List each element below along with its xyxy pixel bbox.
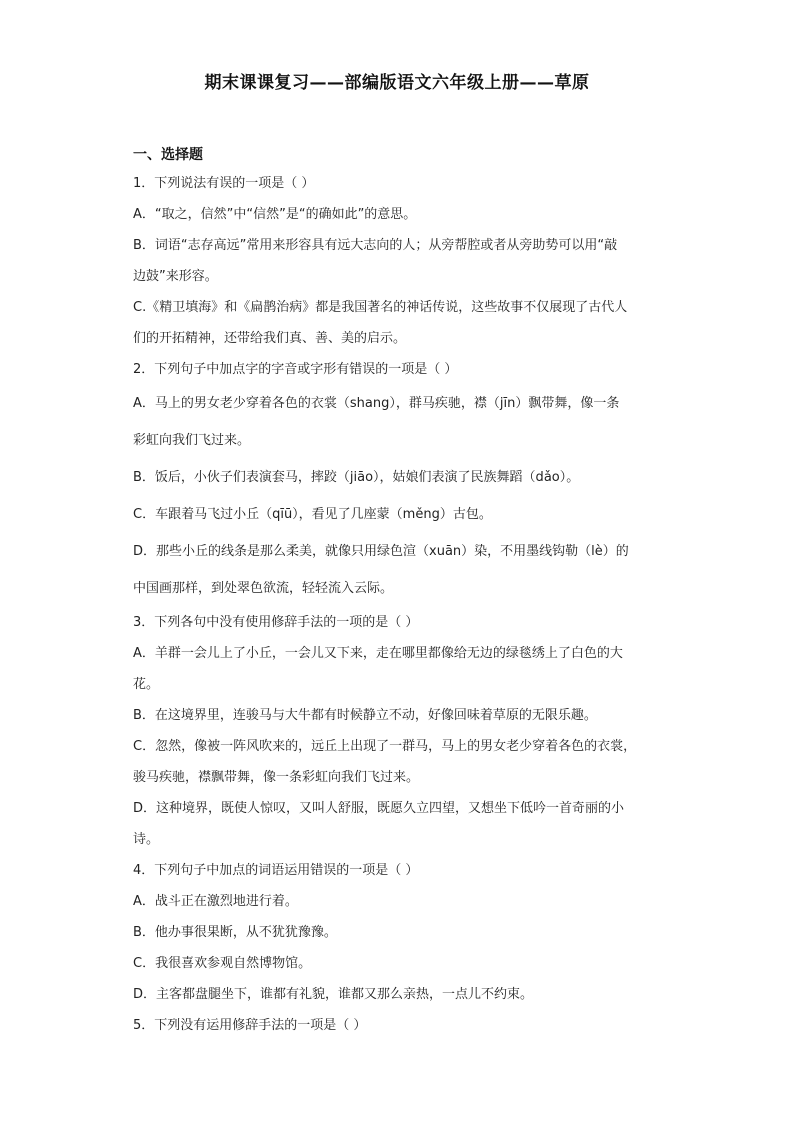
question-3: 3．下列各句中没有使用修辞手法的一项的是（ ） bbox=[133, 615, 419, 630]
option-2d-line1: D．那些小丘的线条是那么柔美，就像只用绿色渲（xuān）染，不用墨线钩勒（lè）的 bbox=[133, 544, 629, 559]
question-1: 1．下列说法有误的一项是（ ） bbox=[133, 176, 315, 191]
question-content bbox=[133, 146, 668, 1041]
option-2d-line2: 中国画那样，到处翠色欲流，轻轻流入云际。 bbox=[133, 581, 394, 596]
option-3d-line1: D．这种境界，既使人惊叹，又叫人舒服，既愿久立四望，又想坐下低吟一首奇丽的小 bbox=[133, 801, 625, 816]
option-1c-line1: C.《精卫填海》和《扁鹊治病》都是我国著名的神话传说，这些故事不仅展现了古代人 bbox=[133, 300, 628, 315]
option-1b-line2: 边鼓”来形容。 bbox=[133, 269, 218, 284]
option-1c-line2: 们的开拓精神，还带给我们真、善、美的启示。 bbox=[133, 331, 407, 346]
option-3a-line2: 花。 bbox=[133, 677, 160, 692]
question-4: 4．下列句子中加点的词语运用错误的一项是（ ） bbox=[133, 863, 419, 878]
option-4b: B．他办事很果断，从不犹犹豫豫。 bbox=[133, 925, 337, 940]
option-2a-line2: 彩虹向我们飞过来。 bbox=[133, 433, 251, 448]
option-3a-line1: A．羊群一会儿上了小丘，一会儿又下来，走在哪里都像给无边的绿毯绣上了白色的大 bbox=[133, 646, 623, 661]
option-2c: C．车跟着马飞过小丘（qīū），看见了几座蒙（měng）古包。 bbox=[133, 507, 492, 522]
page-title: 期末课课复习——部编版语文六年级上册——草原 bbox=[204, 73, 590, 93]
option-3c-line1: C．忽然，像被一阵风吹来的，远丘上出现了一群马，马上的男女老少穿着各色的衣裳， bbox=[133, 739, 637, 754]
option-3b: B．在这境界里，连骏马与大牛都有时候静立不动，好像回味着草原的无限乐趣。 bbox=[133, 708, 597, 723]
option-3c-line2: 骏马疾驰，襟飘带舞，像一条彩虹向我们飞过来。 bbox=[133, 770, 420, 785]
option-2b: B．饭后，小伙子们表演套马，摔跤（jiāo），姑娘们表演了民族舞蹈（dǎo）。 bbox=[133, 470, 580, 485]
option-4d: D．主客都盘腿坐下，谁都有礼貌，谁都又那么亲热，一点儿不约束。 bbox=[133, 987, 534, 1002]
section-heading: 一、选择题 bbox=[133, 147, 203, 163]
option-2a-line1: A．马上的男女老少穿着各色的衣裳（shang），群马疾驰，襟（jīn）飘带舞，像一条 bbox=[133, 396, 620, 411]
option-1a: A．“取之，信然”中“信然”是“的确如此”的意思。 bbox=[133, 207, 417, 222]
option-4c: C．我很喜欢参观自然博物馆。 bbox=[133, 956, 312, 971]
question-5: 5．下列没有运用修辞手法的一项是（ ） bbox=[133, 1018, 367, 1033]
option-1b-line1: B．词语“志存高远”常用来形容具有远大志向的人；从旁帮腔或者从旁助势可以用“敲 bbox=[133, 238, 618, 253]
question-2: 2．下列句子中加点字的字音或字形有错误的一项是（ ） bbox=[133, 362, 458, 377]
option-4a: A．战斗正在激烈地进行着。 bbox=[133, 894, 298, 909]
option-3d-line2: 诗。 bbox=[133, 832, 160, 847]
